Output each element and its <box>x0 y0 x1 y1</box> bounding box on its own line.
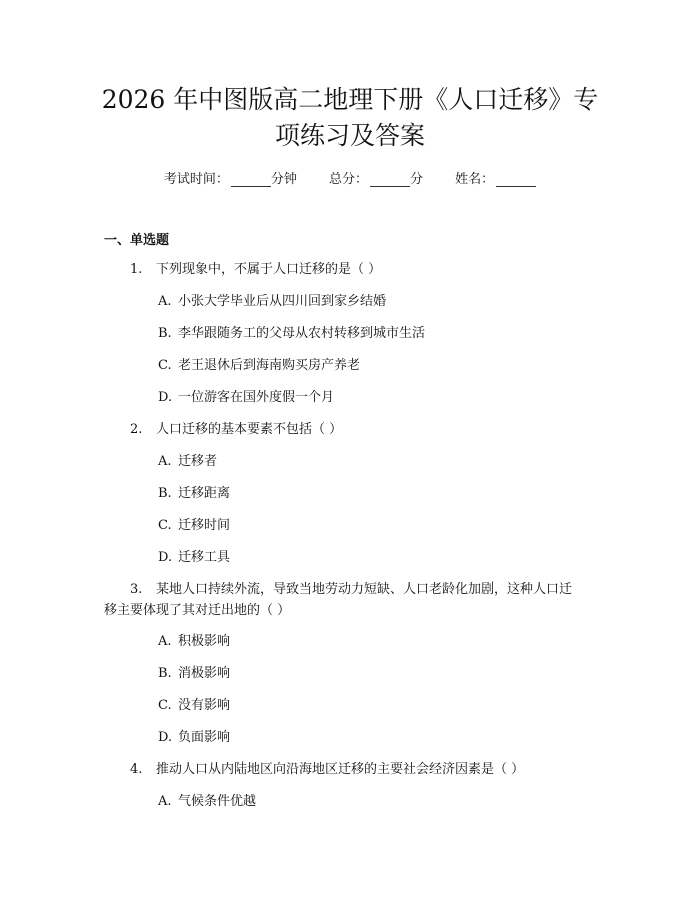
question-text: 下列现象中，不属于人口迁移的是（ ） <box>156 262 382 277</box>
option-text: 负面影响 <box>178 730 231 745</box>
question-number: 3. <box>130 582 143 597</box>
question-3-continuation <box>104 601 290 620</box>
option-text: 迁移者 <box>178 454 218 469</box>
question-number: 4. <box>130 762 143 777</box>
option-label: C. <box>158 358 172 373</box>
question-3-option-a <box>158 632 230 651</box>
question-4 <box>130 760 524 779</box>
exam-time <box>164 168 297 187</box>
option-label: A. <box>158 634 172 649</box>
question-3 <box>130 580 572 599</box>
total-score-unit: 分 <box>410 172 424 187</box>
question-text: 人口迁移的基本要素不包括（ ） <box>156 422 343 437</box>
question-3-option-d <box>158 728 230 747</box>
question-2-option-d <box>158 548 230 567</box>
option-label: A. <box>158 294 172 309</box>
question-2-option-b <box>158 484 230 503</box>
question-1-option-b <box>158 324 425 343</box>
student-name-blank[interactable] <box>496 174 536 187</box>
option-label: B. <box>158 326 172 341</box>
option-text: 迁移时间 <box>178 518 231 533</box>
option-text: 李华跟随务工的父母从农村转移到城市生活 <box>178 326 426 341</box>
option-label: A. <box>158 454 172 469</box>
option-label: D. <box>158 730 173 745</box>
document-title-line2: 项练习及答案 <box>274 121 425 150</box>
question-text: 推动人口从内陆地区向沿海地区迁移的主要社会经济因素是（ ） <box>156 762 525 777</box>
option-label: B. <box>158 666 172 681</box>
question-2-option-c <box>158 516 230 535</box>
option-label: C. <box>158 698 172 713</box>
exam-time-blank[interactable] <box>231 174 271 187</box>
option-text: 积极影响 <box>178 634 231 649</box>
question-1-option-c <box>158 356 360 375</box>
question-4-option-a <box>158 792 256 811</box>
option-label: D. <box>158 550 173 565</box>
exam-info <box>0 168 700 187</box>
question-text-line2: 移主要体现了其对迁出地的（ ） <box>104 603 291 618</box>
total-score-blank[interactable] <box>370 174 410 187</box>
option-text: 消极影响 <box>178 666 231 681</box>
total-score-label: 总分： <box>328 172 368 187</box>
question-number: 1. <box>130 262 143 277</box>
question-3-option-c <box>158 696 230 715</box>
total-score <box>329 168 423 187</box>
question-1 <box>130 260 381 279</box>
option-label: B. <box>158 486 172 501</box>
option-text: 没有影响 <box>178 698 231 713</box>
exam-time-unit: 分钟 <box>270 172 297 187</box>
student-name <box>455 168 536 187</box>
section-title: 一、单选题 <box>104 233 170 248</box>
option-text: 小张大学毕业后从四川回到家乡结婚 <box>178 294 387 309</box>
document-title-line1: 2026 年中图版高二地理下册《人口迁移》专 <box>101 85 599 114</box>
exam-time-label: 考试时间： <box>163 172 229 187</box>
option-label: D. <box>158 390 173 405</box>
question-3-option-b <box>158 664 230 683</box>
student-name-label: 姓名： <box>455 172 495 187</box>
option-text: 老王退休后到海南购买房产养老 <box>178 358 361 373</box>
option-text: 一位游客在国外度假一个月 <box>178 390 335 405</box>
option-label: A. <box>158 794 172 809</box>
option-label: C. <box>158 518 172 533</box>
option-text: 迁移距离 <box>178 486 231 501</box>
question-text-line1: 某地人口持续外流，导致当地劳动力短缺、人口老龄化加剧，这种人口迁 <box>156 582 573 597</box>
option-text: 迁移工具 <box>178 550 231 565</box>
question-number: 2. <box>130 422 143 437</box>
question-1-option-a <box>158 292 386 311</box>
question-2-option-a <box>158 452 217 471</box>
question-2 <box>130 420 342 439</box>
option-text: 气候条件优越 <box>178 794 257 809</box>
question-1-option-d <box>158 388 334 407</box>
